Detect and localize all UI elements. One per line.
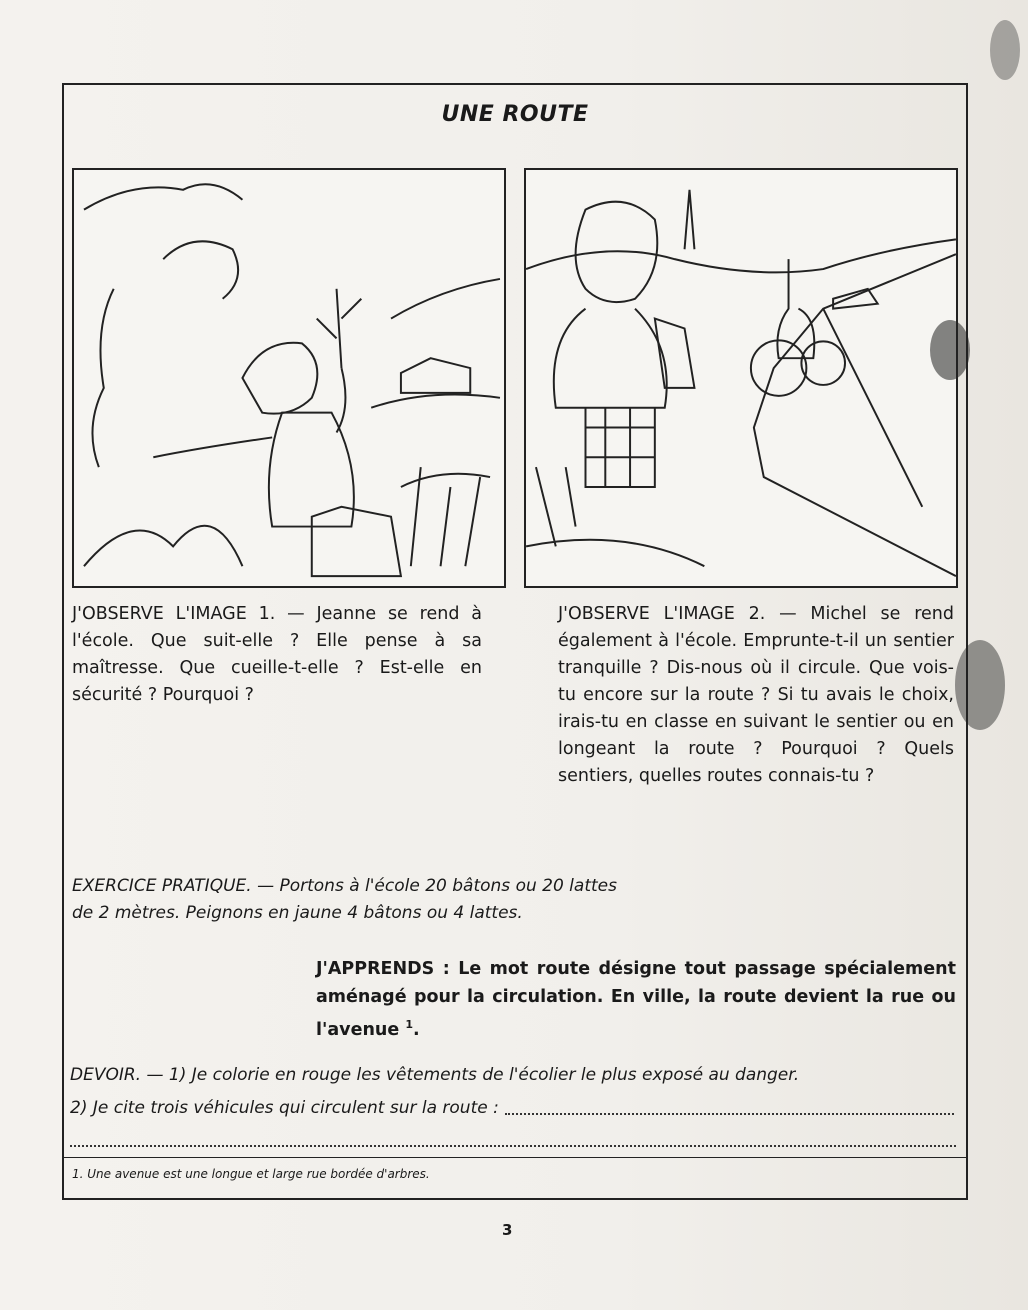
girl-picking-flowers-drawing	[74, 170, 504, 586]
boy-on-road-drawing	[526, 170, 956, 586]
footnote-divider	[64, 1157, 966, 1158]
homework-question-2: 2) Je cite trois véhicules qui circulent sur la route :	[70, 1098, 499, 1118]
lesson-rule-text: Le mot route désigne tout passage spécialement aménagé pour la circulation. En ville, la route devient la rue ou l'avenue	[316, 959, 956, 1040]
exercise-line-1: EXERCICE PRATIQUE. — Portons à l'école 20 bâtons ou 20 lattes	[72, 876, 617, 896]
illustration-1	[72, 168, 506, 588]
observation-2-text: — Michel se rend également à l'école. Emprunte-t-il un sentier tranquille ? Dis-nous où il circule. Que vois-tu encore sur la route ? Si tu avais le choix, irais-tu en classe en suivant le sentier ou en longeant la route ? Pourquoi ? Quels sentiers, quelles routes connais-tu ?	[558, 604, 955, 786]
ink-smudge	[955, 640, 1005, 730]
answer-dotted-line-2	[70, 1145, 956, 1147]
observation-1-text: — Jeanne se rend à l'école. Que suit-elle ? Elle pense à sa maîtresse. Que cueille-t-elle ? Est-elle en sécurité ? Pourquoi ?	[72, 604, 482, 705]
observation-1-label: J'OBSERVE L'IMAGE 1.	[72, 604, 276, 624]
ink-smudge	[990, 20, 1020, 80]
lesson-rule	[316, 955, 956, 1044]
observation-image-1	[72, 601, 482, 709]
homework-line-1: DEVOIR. — 1) Je colorie en rouge les vêtements de l'écolier le plus exposé au danger.	[70, 1065, 800, 1085]
footnote: 1. Une avenue est une longue et large rue bordée d'arbres.	[72, 1167, 430, 1181]
observation-image-2	[558, 601, 954, 790]
homework-line-2	[70, 1095, 960, 1122]
lesson-frame	[62, 83, 968, 1200]
exercise-line-2: de 2 mètres. Peignons en jaune 4 bâtons ou 4 lattes.	[72, 903, 523, 923]
footnote-ref: 1	[405, 1018, 413, 1031]
practical-exercise	[72, 873, 732, 927]
lesson-rule-end: .	[412, 1019, 420, 1040]
illustration-2	[524, 168, 958, 588]
lesson-rule-label: J'APPRENDS :	[316, 959, 450, 979]
page-title: UNE ROUTE	[441, 102, 589, 127]
observation-2-label: J'OBSERVE L'IMAGE 2.	[558, 604, 766, 624]
page-number: 3	[502, 1221, 513, 1239]
answer-dotted-line	[505, 1095, 954, 1115]
ink-smudge	[930, 320, 970, 380]
